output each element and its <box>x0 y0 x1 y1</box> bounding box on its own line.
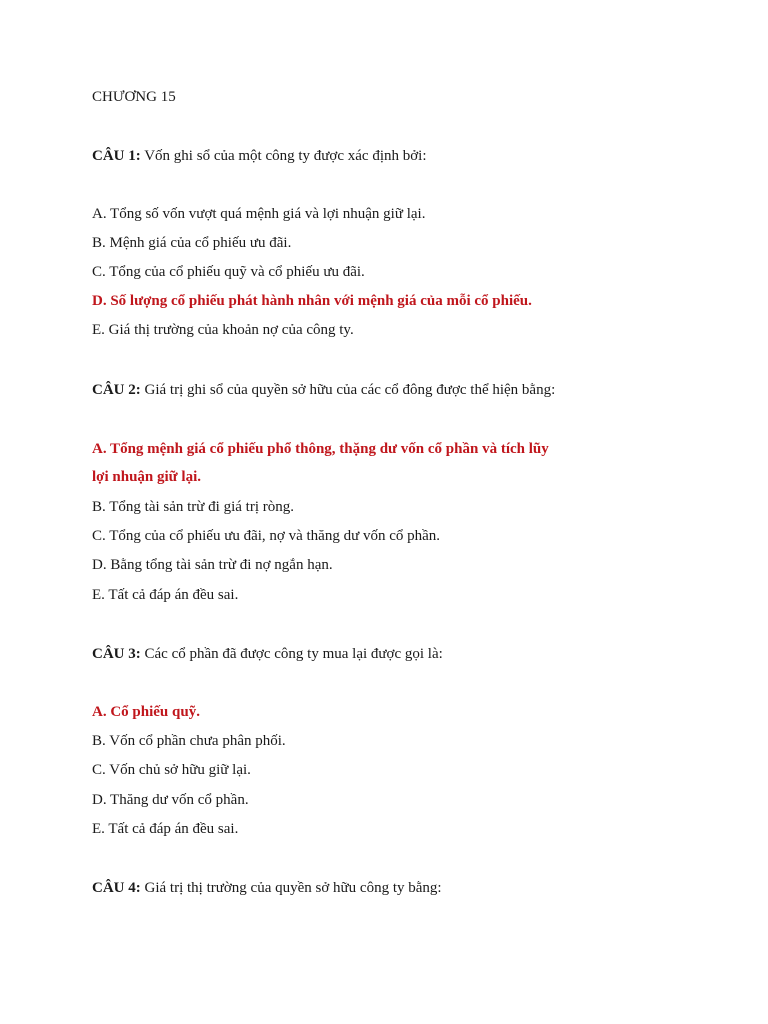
q3-option-d: D. Thăng dư vốn cổ phần. <box>92 792 249 808</box>
question-label: CÂU 3: <box>92 646 141 662</box>
question-text: Vốn ghi sổ của một công ty được xác định bởi: <box>140 148 427 164</box>
question-text: Giá trị thị trường của quyền sở hữu công ty bằng: <box>140 880 442 896</box>
q2-option-a-correct-cont: lợi nhuận giữ lại. <box>92 469 202 485</box>
question-3 <box>92 644 443 664</box>
question-1 <box>92 146 427 166</box>
q1-option-c: C. Tổng của cổ phiếu quỹ và cổ phiếu ưu đãi. <box>92 264 365 280</box>
q1-option-d-correct: D. Số lượng cổ phiếu phát hành nhân với mệnh giá của mỗi cổ phiếu. <box>92 293 532 309</box>
q2-option-d: D. Bằng tổng tài sản trừ đi nợ ngắn hạn. <box>92 557 333 573</box>
q2-option-e: E. Tất cả đáp án đều sai. <box>92 587 239 603</box>
chapter-title: CHƯƠNG 15 <box>92 89 176 105</box>
q1-option-b: B. Mệnh giá của cổ phiếu ưu đãi. <box>92 235 292 251</box>
q1-option-a: A. Tổng số vốn vượt quá mệnh giá và lợi nhuận giữ lại. <box>92 206 426 222</box>
q2-option-a-correct: A. Tổng mệnh giá cổ phiếu phổ thông, thặng dư vốn cổ phần và tích lũy <box>92 441 549 457</box>
question-label: CÂU 2: <box>92 382 141 398</box>
question-text: Giá trị ghi sổ của quyền sở hữu của các cổ đông được thể hiện bằng: <box>140 382 556 398</box>
q3-option-a-correct: A. Cổ phiếu quỹ. <box>92 704 200 720</box>
q2-option-b: B. Tổng tài sản trừ đi giá trị ròng. <box>92 499 294 515</box>
question-text: Các cổ phần đã được công ty mua lại được gọi là: <box>140 646 443 662</box>
q3-option-e: E. Tất cả đáp án đều sai. <box>92 821 239 837</box>
question-label: CÂU 4: <box>92 880 141 896</box>
q2-option-c: C. Tổng của cổ phiếu ưu đãi, nợ và thăng dư vốn cổ phần. <box>92 528 441 544</box>
question-4 <box>92 878 442 898</box>
q1-option-e: E. Giá thị trường của khoản nợ của công ty. <box>92 322 354 338</box>
question-label: CÂU 1: <box>92 148 141 164</box>
q3-option-b: B. Vốn cổ phần chưa phân phối. <box>92 733 286 749</box>
q3-option-c: C. Vốn chủ sở hữu giữ lại. <box>92 762 251 778</box>
question-2 <box>92 380 555 400</box>
